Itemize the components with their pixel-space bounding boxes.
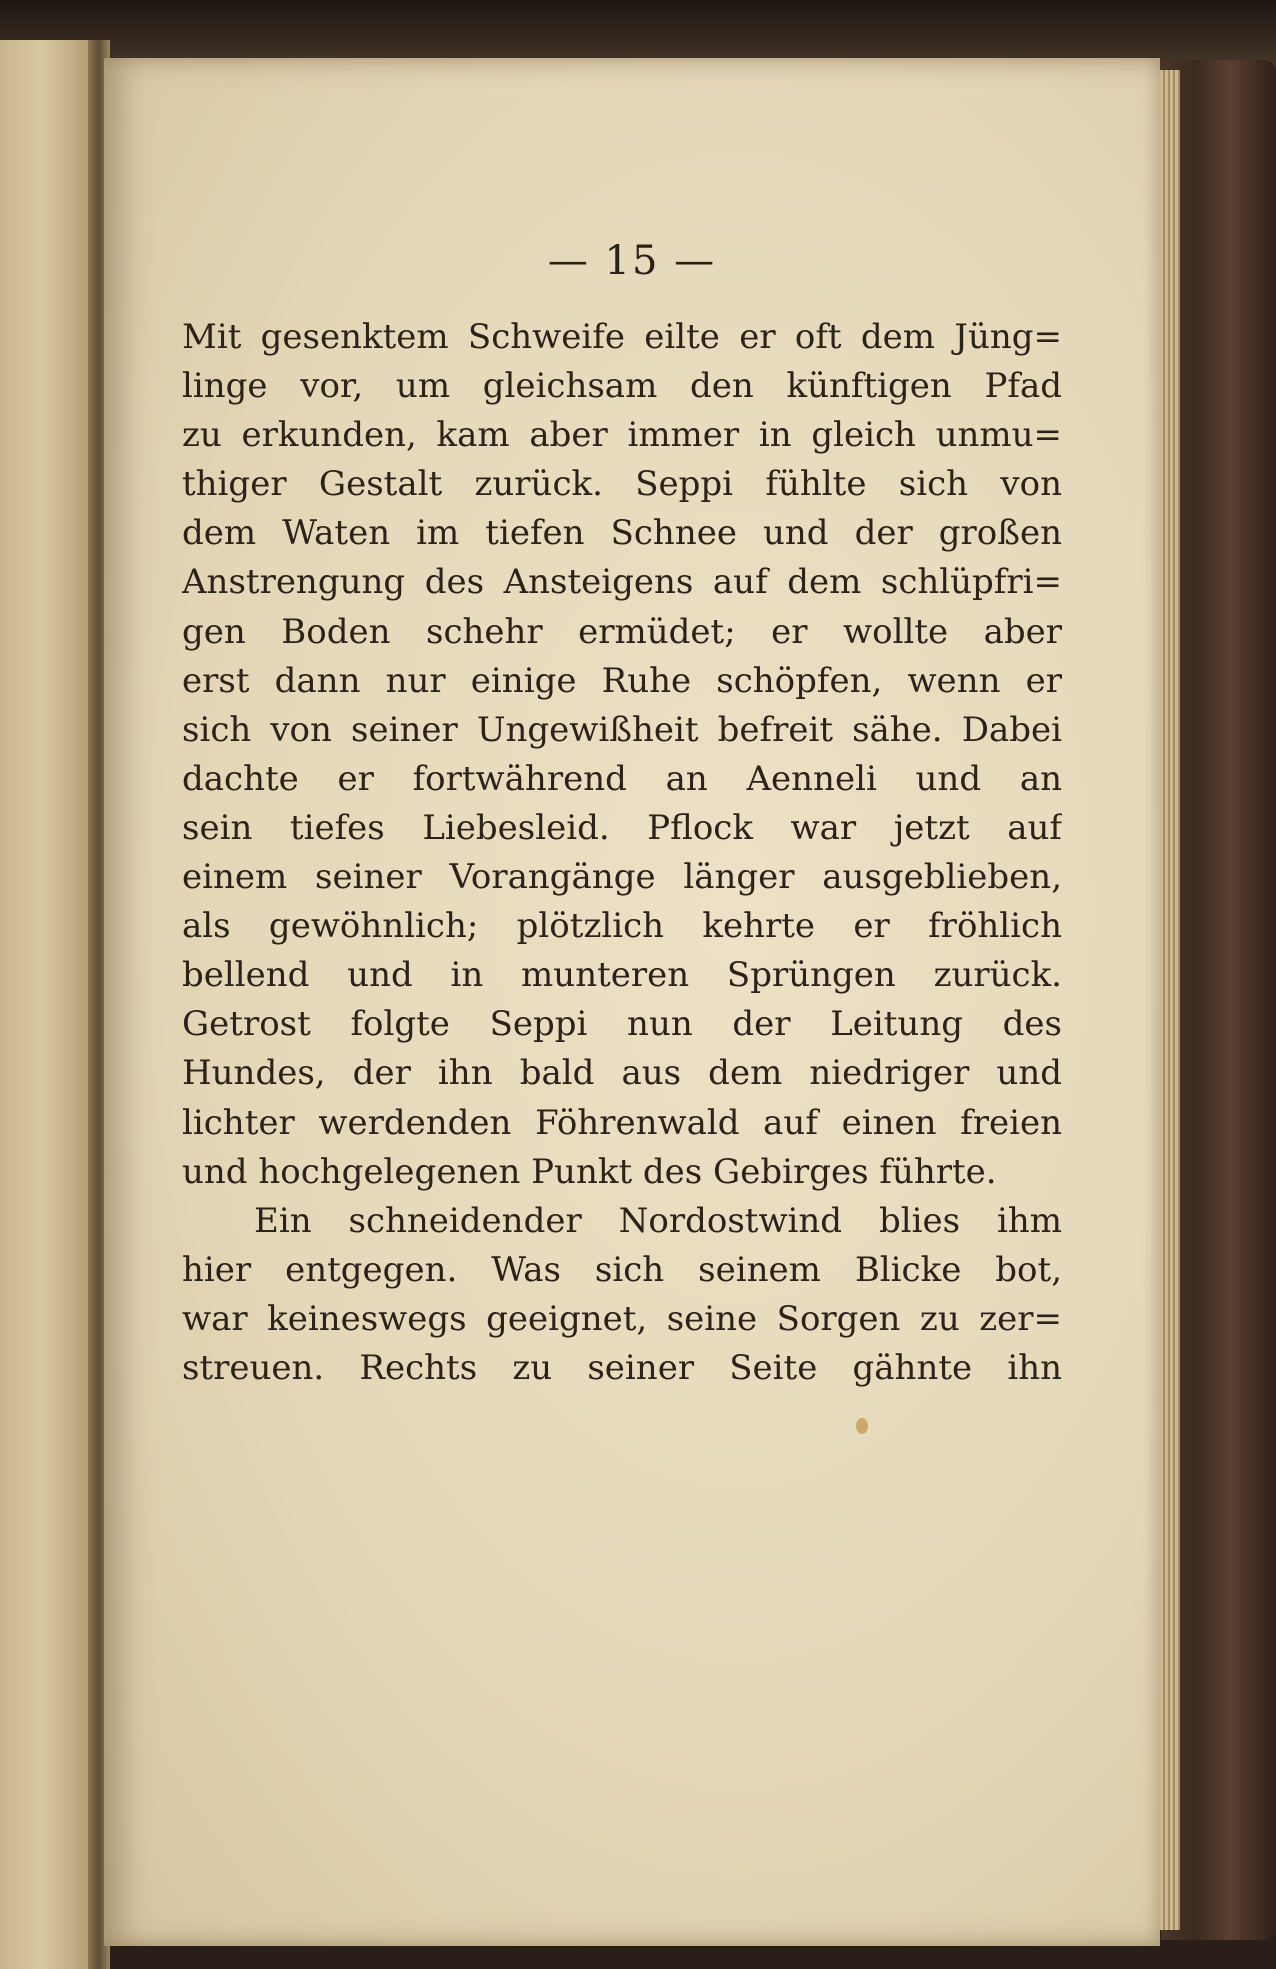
left-page: [0, 40, 95, 1969]
text-line: sich von seiner Ungewißheit befreit sähe. Dabei: [182, 709, 1062, 750]
text-line: einem seiner Vorangänge länger ausgeblieben,: [182, 857, 1062, 898]
text-line: thiger Gestalt zurück. Seppi fühlte sich von: [182, 464, 1062, 505]
text-line: bellend und in munteren Sprüngen zurück.: [182, 955, 1062, 996]
text-line: war keineswegs geeignet, seine Sorgen zu zer=: [182, 1298, 1062, 1339]
text-line: streuen. Rechts zu seiner Seite gähnte ihn: [182, 1347, 1062, 1388]
text-line: dem Waten im tiefen Schnee und der großen: [182, 513, 1062, 554]
text-line: dachte er fortwährend an Aenneli und an: [182, 758, 1062, 799]
text-line: als gewöhnlich; plötzlich kehrte er fröhlich: [182, 906, 1062, 947]
text-line: zu erkunden, kam aber immer in gleich unmu=: [182, 415, 1062, 456]
page-text: [182, 313, 1062, 1393]
text-line: Ein schneidender Nordostwind blies ihm: [254, 1200, 1062, 1241]
text-line: hier entgegen. Was sich seinem Blicke bot,: [182, 1249, 1062, 1290]
text-line: lichter werdenden Föhrenwald auf einen freien: [182, 1102, 1062, 1143]
page-number: — 15 —: [547, 238, 717, 284]
page-stain: [856, 1418, 868, 1434]
text-line: sein tiefes Liebesleid. Pflock war jetzt auf: [182, 807, 1062, 848]
text-line: gen Boden schehr ermüdet; er wollte aber: [182, 611, 1062, 652]
book-page: [104, 58, 1160, 1946]
text-line: Hundes, der ihn bald aus dem niedriger und: [182, 1053, 1062, 1094]
text-line: und hochgelegenen Punkt des Gebirges führte.: [182, 1151, 997, 1192]
text-line: linge vor, um gleichsam den künftigen Pfad: [182, 366, 1062, 407]
text-line: erst dann nur einige Ruhe schöpfen, wenn er: [182, 660, 1062, 701]
text-line: Mit gesenktem Schweife eilte er oft dem Jüng=: [182, 317, 1062, 357]
text-line: Anstrengung des Ansteigens auf dem schlüpfri=: [182, 562, 1062, 603]
text-line: Getrost folgte Seppi nun der Leitung des: [182, 1004, 1062, 1045]
